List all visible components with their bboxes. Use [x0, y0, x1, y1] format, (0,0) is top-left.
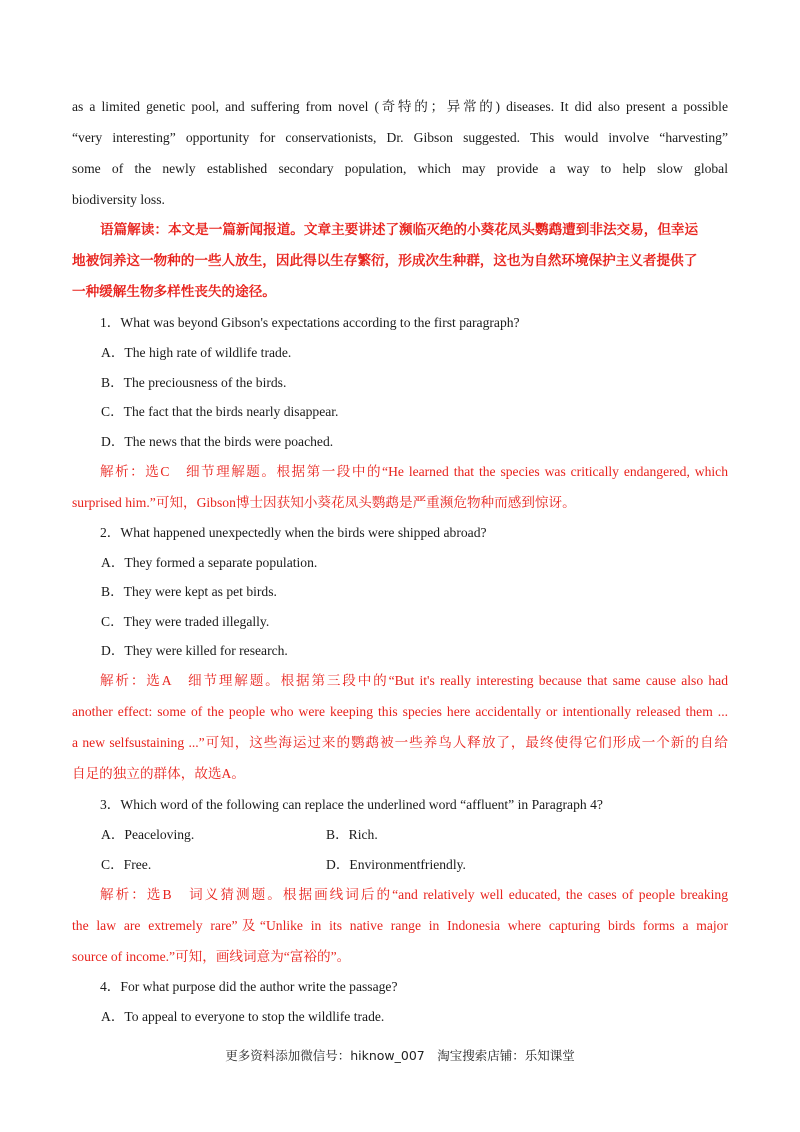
answer-explanation: surprised him.”可知，Gibson博士因获知小葵花凤头鹦鹉是严重濒危物种而感到惊讶。: [72, 495, 576, 510]
question-stem: 2．What happened unexpectedly when the birds were shipped abroad?: [100, 525, 487, 540]
answer-option: A．Peaceloving.: [101, 827, 195, 842]
question-stem: 3．Which word of the following can replace the underlined word “affluent” in Paragraph 4?: [100, 797, 603, 812]
answer-explanation: another effect: some of the people who were keeping this species here accidentally or intentionally released them ...: [72, 704, 728, 719]
answer-explanation: the law are extremely rare”及“Unlike in its native range in Indonesia where capturing birds forms a major: [72, 918, 728, 933]
answer-option: B．They were kept as pet birds.: [101, 584, 277, 599]
question-stem: 4．For what purpose did the author write the passage?: [100, 979, 398, 994]
answer-option: D．Environmentfriendly.: [326, 857, 466, 872]
answer-option: D．The news that the birds were poached.: [101, 434, 334, 449]
answer-option: A．The high rate of wildlife trade.: [101, 345, 292, 360]
answer-explanation: 解析：选A 细节理解题。根据第三段中的“But it's really interesting because that same cause also had: [100, 673, 728, 688]
answer-explanation: source of income.”可知，画线词意为“富裕的”。: [72, 949, 351, 964]
answer-option: C．Free.: [101, 857, 152, 872]
passage-line: biodiversity loss.: [72, 192, 165, 207]
passage-analysis: 语篇解读：本文是一篇新闻报道。文章主要讲述了濒临灭绝的小葵花凤头鹦鹉遭到非法交易，但幸运: [100, 222, 699, 237]
answer-explanation: 解析：选B 词义猜测题。根据画线词后的“and relatively well educated, the cases of people breaking: [100, 887, 728, 902]
question-stem: 1．What was beyond Gibson's expectations according to the first paragraph?: [100, 315, 520, 330]
passage-analysis: 一种缓解生物多样性丧失的途径。: [72, 284, 276, 299]
answer-explanation: 解析：选C 细节理解题。根据第一段中的“He learned that the species was critically endangered, which: [100, 464, 728, 479]
passage-line: “very interesting” opportunity for conservationists, Dr. Gibson suggested. This would involve “harvesting”: [72, 130, 728, 145]
answer-option: C．The fact that the birds nearly disappear.: [101, 404, 339, 419]
answer-option: B．Rich.: [326, 827, 378, 842]
answer-option: A．They formed a separate population.: [101, 555, 318, 570]
answer-option: C．They were traded illegally.: [101, 614, 270, 629]
answer-explanation: a new selfsustaining ...”可知，这些海运过来的鹦鹉被一些养鸟人释放了，最终使得它们形成一个新的自给: [72, 735, 728, 750]
answer-option: D．They were killed for research.: [101, 643, 288, 658]
passage-line: as a limited genetic pool, and suffering from novel (奇特的；异常的) diseases. It did also present a possible: [72, 99, 728, 114]
answer-option: A．To appeal to everyone to stop the wildlife trade.: [101, 1009, 385, 1024]
answer-explanation: 自足的独立的群体，故选A。: [72, 766, 245, 781]
page-footer: 更多资料添加微信号：hiknow_007 淘宝搜索店铺：乐知课堂: [225, 1048, 575, 1063]
passage-line: some of the newly established secondary population, which may provide a way to help slow global: [72, 161, 728, 176]
answer-option-row: [101, 825, 728, 845]
passage-analysis: 地被饲养这一物种的一些人放生，因此得以生存繁衍，形成次生种群，这也为自然环境保护主义者提供了: [72, 253, 698, 268]
answer-option: B．The preciousness of the birds.: [101, 375, 287, 390]
answer-option-row: [101, 855, 728, 875]
